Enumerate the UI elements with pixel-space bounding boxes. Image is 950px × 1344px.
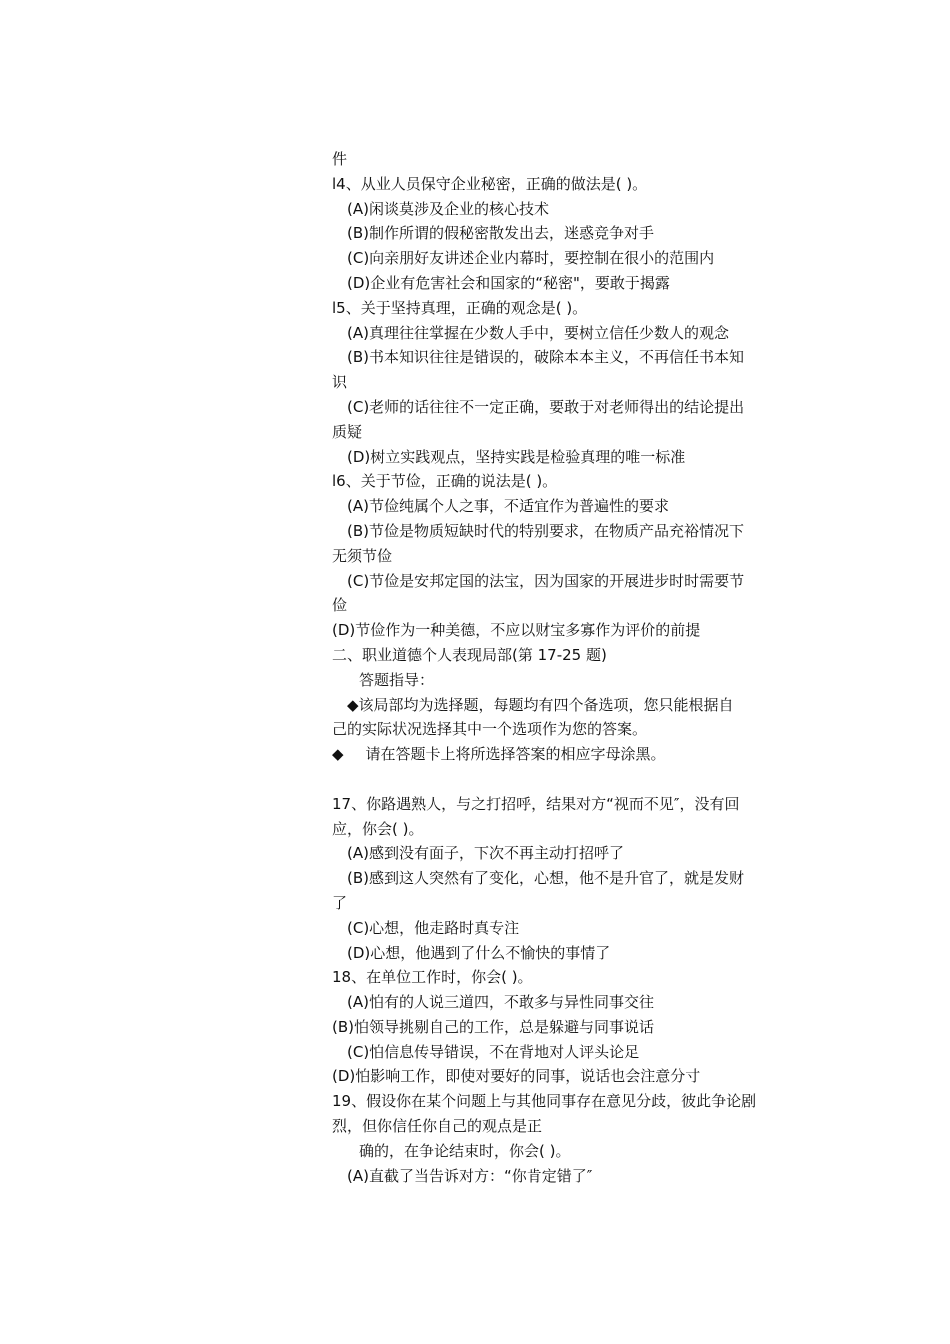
- option-line: (B)节俭是物质短缺时代的特别要求，在物质产品充裕情况下: [347, 521, 744, 540]
- option-line: (A)节俭纯属个人之事，不适宜作为普遍性的要求: [347, 497, 669, 516]
- option-line: (C)怕信息传导错误，不在背地对人评头论足: [347, 1042, 640, 1061]
- option-line: (A)真理往往掌握在少数人手中，要树立信任少数人的观念: [347, 323, 729, 342]
- text-line: 质疑: [332, 422, 363, 441]
- text-line: 无须节俭: [332, 546, 393, 565]
- instructions-line: [332, 742, 812, 767]
- option-line: (C)心想，他走路时真专注: [347, 918, 520, 937]
- document-page: [332, 147, 812, 1188]
- blank-line: [332, 767, 812, 792]
- question-15: l5、关于坚持真理，正确的观念是( )。: [332, 298, 588, 317]
- option-line: (B)书本知识往往是错误的，破除本本主义，不再信任书本知: [347, 348, 744, 367]
- text-line: 应，你会( )。: [332, 819, 424, 838]
- option-line: (D)心想，他遇到了什么不愉快的事情了: [347, 943, 611, 962]
- option-line: (C)节俭是安邦定国的法宝，因为国家的开展进步时时需要节: [347, 571, 745, 590]
- option-line: (D)怕影响工作，即使对要好的同事，说话也会注意分寸: [332, 1067, 701, 1086]
- option-line: (A)直截了当告诉对方：“你肯定错了″: [347, 1166, 593, 1185]
- section-heading: 二、职业道德个人表现局部(第 17-25 题): [332, 645, 607, 664]
- text-line: 俭: [332, 596, 348, 615]
- option-line: (A)感到没有面子，下次不再主动打招呼了: [347, 844, 624, 863]
- question-14: l4、从业人员保守企业秘密，正确的做法是( )。: [332, 174, 648, 193]
- text-line: 识: [332, 373, 348, 392]
- option-line: (B)制作所谓的假秘密散发出去，迷惑竞争对手: [347, 224, 654, 243]
- question-16: l6、关于节俭，正确的说法是( )。: [332, 472, 558, 491]
- instructions-heading: 答题指导：: [359, 670, 435, 689]
- question-17: 17、你路遇熟人，与之打招呼，结果对方“视而不见″，没有回: [332, 794, 740, 813]
- instructions-line: ◆该局部均为选择题，每题均有四个备选项，您只能根据自: [347, 695, 734, 714]
- text-line: 烈，但你信任你自己的观点是正: [332, 1117, 543, 1136]
- text-line: 件: [332, 150, 348, 168]
- option-line: (A)闲谈莫涉及企业的核心技术: [347, 199, 549, 218]
- question-19: 19、假设你在某个问题上与其他同事存在意见分歧，彼此争论剧: [332, 1092, 757, 1111]
- question-18: 18、在单位工作时，你会( )。: [332, 968, 533, 987]
- diamond-bullet-icon: ◆: [332, 745, 344, 764]
- text-line: 确的，在争论结束时，你会( )。: [359, 1141, 571, 1160]
- option-line: (D)企业有危害社会和国家的“秘密"，要敢于揭露: [347, 273, 670, 292]
- option-line: (D)节俭作为一种美德，不应以财宝多寡作为评价的前提: [332, 621, 701, 640]
- option-line: (C)向亲朋好友讲述企业内幕时，要控制在很小的范围内: [347, 249, 715, 268]
- option-line: (B)怕领导挑剔自己的工作，总是躲避与同事说话: [332, 1017, 654, 1036]
- option-line: (B)感到这人突然有了变化，心想，他不是升官了，就是发财: [347, 869, 744, 888]
- option-line: (D)树立实践观点，坚持实践是检验真理的唯一标准: [347, 447, 686, 466]
- option-line: (A)怕有的人说三道四，不敢多与异性同事交往: [347, 993, 654, 1012]
- text-line: 了: [332, 893, 348, 912]
- instructions-line: 己的实际状况选择其中一个选项作为您的答案。: [332, 720, 648, 739]
- instructions-text: 请在答题卡上将所选择答案的相应字母涂黑。: [365, 745, 666, 764]
- option-line: (C)老师的话往往不一定正确，要敢于对老师得出的结论提出: [347, 397, 745, 416]
